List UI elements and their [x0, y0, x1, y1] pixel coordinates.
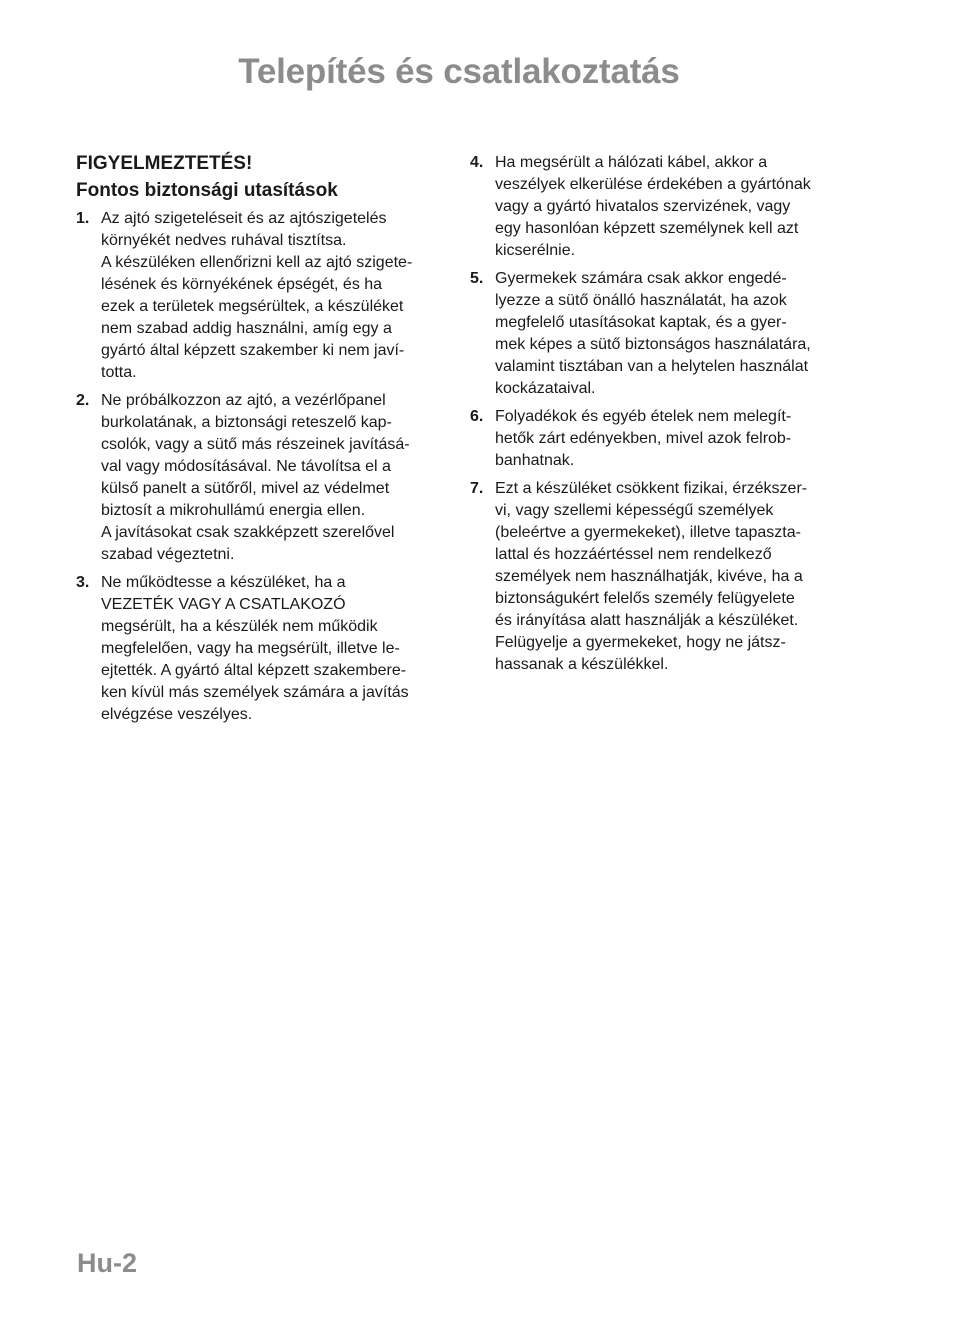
page-title: Telepítés és csatlakoztatás [238, 52, 680, 91]
right-column [470, 152, 848, 682]
list-item [470, 268, 848, 400]
item-text: Folyadékok és egyéb ételek nem melegít- hetők zárt edényekben, mivel azok felrob- banhatnak. [495, 408, 792, 469]
list-item [470, 152, 848, 262]
item-text: Ne működtesse a készüléket, ha a VEZETÉK VAGY A CSATLAKOZÓ megsérült, ha a készülék nem működik megfelelően, vagy ha megsérült, illetve le- ejtették. A gyártó által képzett szakembere- ken kívül más személyek számára a javítás elvégzése veszélyes. [101, 574, 409, 723]
warning-heading [76, 150, 446, 204]
item-text: Ezt a készüléket csökkent fizikai, érzékszer- vi, vagy szellemi képességű személyek (beleértve a gyermekeket), illetve tapaszta- lattal és hozzáértéssel nem rendelkező személyek nem használhatják, kivéve, ha a biztonságukért felelős személy felügyelete és irányítása alatt használják a készüléket. Felügyelje a gyermekeket, hogy ne játsz- hassanak a készülékkel. [495, 480, 808, 673]
page-number: Hu-2 [77, 1248, 137, 1278]
left-column [76, 150, 446, 732]
item-number: 7. [470, 480, 484, 497]
item-number: 2. [76, 392, 90, 409]
item-number: 6. [470, 408, 484, 425]
list-item [76, 208, 446, 384]
item-number: 3. [76, 574, 90, 591]
item-text: Ha megsérült a hálózati kábel, akkor a veszélyek elkerülése érdekében a gyártónak vagy a gyártó hivatalos szervizének, vagy egy hasonlóan képzett személynek kell azt kicserélnie. [495, 154, 811, 259]
warning-title: FIGYELMEZTETÉS! [76, 153, 253, 174]
item-text: Ne próbálkozzon az ajtó, a vezérlőpanel burkolatának, a biztonsági reteszelő kap- csolók, vagy a sütő más részeinek javításá- val vagy módosításával. Ne távolítsa el a külső panelt a sütőről, mivel az védelmet biztosít a mikrohullámú energia ellen. A javításokat csak szakképzett szerelővel szabad végeztetni. [101, 392, 410, 563]
list-item [470, 478, 848, 676]
item-text: Az ajtó szigeteléseit és az ajtószigetelés környékét nedves ruhával tisztítsa. A készüléken ellenőrizni kell az ajtó szigete- lésének és környékének épségét, és ha ezek a területek megsérültek, a készüléket nem szabad addig használni, amíg egy a gyártó által képzett szakember ki nem javí- totta. [101, 210, 413, 381]
item-text: Gyermekek számára csak akkor engedé- lyezze a sütő önálló használatát, ha azok megfelelő utasításokat kaptak, és a gyer- mek képes a sütő biztonságos használatára, valamint tisztában van a helytelen használat kockázataival. [495, 270, 811, 397]
safety-list-left [76, 208, 446, 726]
list-item [76, 572, 446, 726]
list-item [76, 390, 446, 566]
list-item [470, 406, 848, 472]
safety-list-right [470, 152, 848, 676]
item-number: 5. [470, 270, 484, 287]
item-number: 1. [76, 210, 90, 227]
item-number: 4. [470, 154, 484, 171]
warning-subtitle: Fontos biztonsági utasítások [76, 180, 338, 201]
